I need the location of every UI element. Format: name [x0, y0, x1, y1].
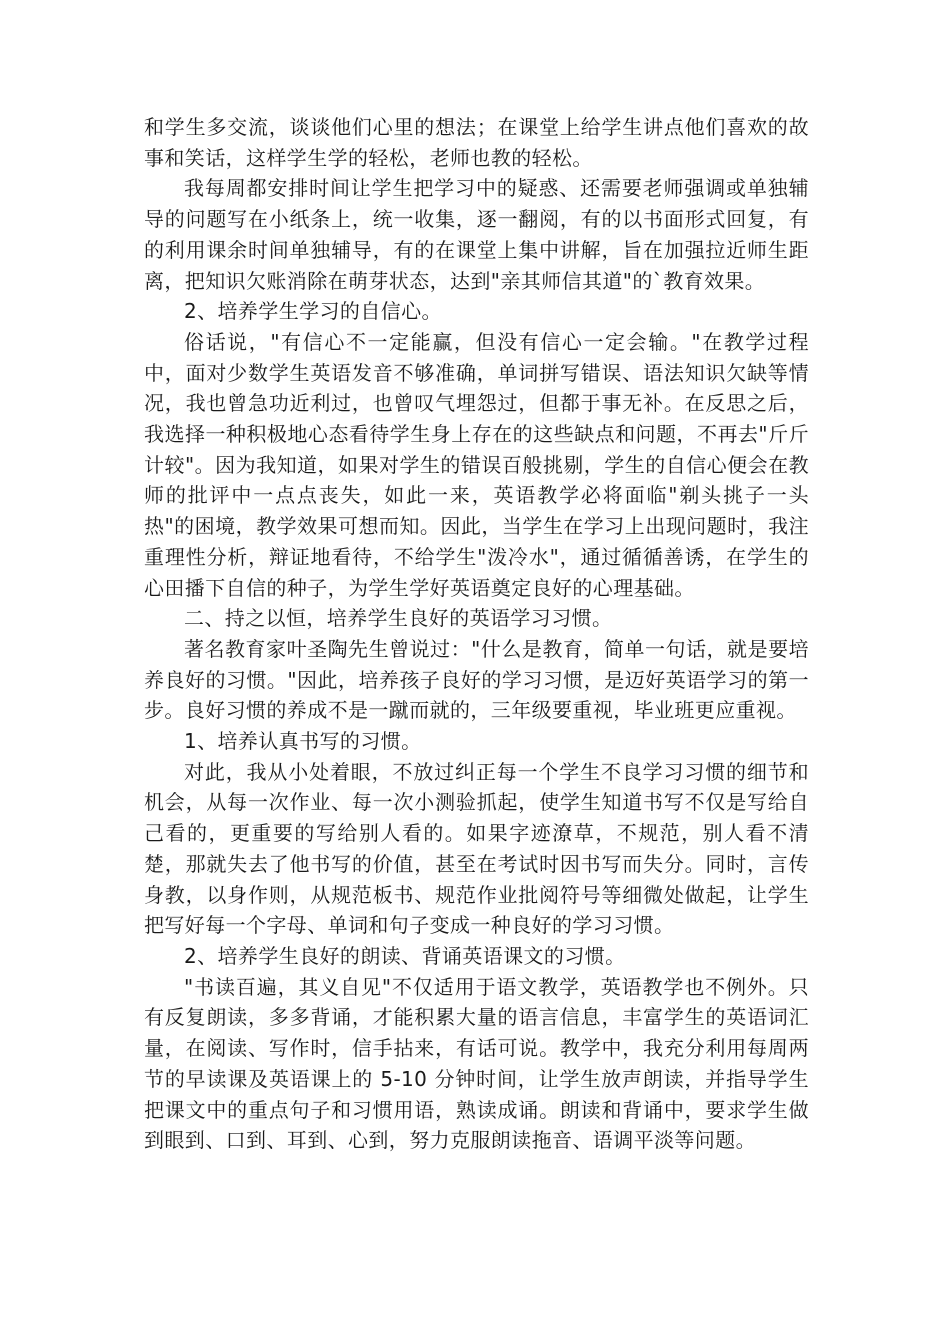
paragraph-habits-intro: 著名教育家叶圣陶先生曾说过："什么是教育，简单一句话，就是要培养良好的习惯。"因此，培养孩子良好的学习习惯，是迈好英语学习的第一步。良好习惯的养成不是一蹴而就的，三年级要重视，毕业班更应重视。 [144, 636, 809, 723]
paragraph-feedback-notes: 我每周都安排时间让学生把学习中的疑惑、还需要老师强调或单独辅导的问题写在小纸条上，统一收集，逐一翻阅，有的以书面形式回复，有的利用课余时间单独辅导，有的在课堂上集中讲解，旨在加强拉近师生距离，把知识欠账消除在萌芽状态，达到"亲其师信其道"的`教育效果。 [144, 176, 809, 293]
heading-writing-habit: 1、培养认真书写的习惯。 [184, 729, 422, 754]
paragraph-writing-habit: 对此，我从小处着眼，不放过纠正每一个学生不良学习习惯的细节和机会，从每一次作业、每一次小测验抓起，使学生知道书写不仅是写给自己看的，更重要的写给别人看的。如果字迹潦草，不规范，别人看不清楚，那就失去了他书写的价值，甚至在考试时因书写而失分。同时，言传身教，以身作则，从规范板书、规范作业批阅符号等细微处做起，让学生把写好每一个字母、单词和句子变成一种良好的学习习惯。 [144, 759, 809, 938]
heading-confidence: 2、培养学生学习的自信心。 [184, 299, 442, 324]
heading-reading-habit: 2、培养学生良好的朗读、背诵英语课文的习惯。 [184, 943, 626, 968]
heading-habits: 二、持之以恒，培养学生良好的英语学习习惯。 [184, 606, 613, 631]
document-body [144, 112, 809, 1156]
paragraph-confidence: 俗话说，"有信心不一定能赢，但没有信心一定会输。"在教学过程中，面对少数学生英语发音不够准确，单词拼写错误、语法知识欠缺等情况，我也曾急功近利过，也曾叹气埋怨过，但都于事无补。在反思之后，我选择一种积极地心态看待学生身上存在的这些缺点和问题，不再去"斤斤计较"。因为我知道，如果对学生的错误百般挑剔，学生的自信心便会在教师的批评中一点点丧失，如此一来，英语教学必将面临"剃头挑子一头热"的困境，教学效果可想而知。因此，当学生在学习上出现问题时，我注重理性分析，辩证地看待，不给学生"泼冷水"，通过循循善诱，在学生的心田播下自信的种子，为学生学好英语奠定良好的心理基础。 [144, 329, 809, 600]
paragraph-reading-habit: "书读百遍，其义自见"不仅适用于语文教学，英语教学也不例外。只有反复朗读，多多背诵，才能积累大量的语言信息，丰富学生的英语词汇量，在阅读、写作时，信手拈来，有话可说。教学中，我充分利用每周两节的早读课及英语课上的 5-10 分钟时间，让学生放声朗读，并指导学生把课文中的重点句子和习惯用语，熟读成诵。朗读和背诵中，要求学生做到眼到、口到、耳到、心到，努力克服朗读拖音、语调平淡等问题。 [144, 974, 809, 1153]
paragraph-continuation: 和学生多交流，谈谈他们心里的想法；在课堂上给学生讲点他们喜欢的故事和笑话，这样学生学的轻松，老师也教的轻松。 [144, 115, 809, 170]
